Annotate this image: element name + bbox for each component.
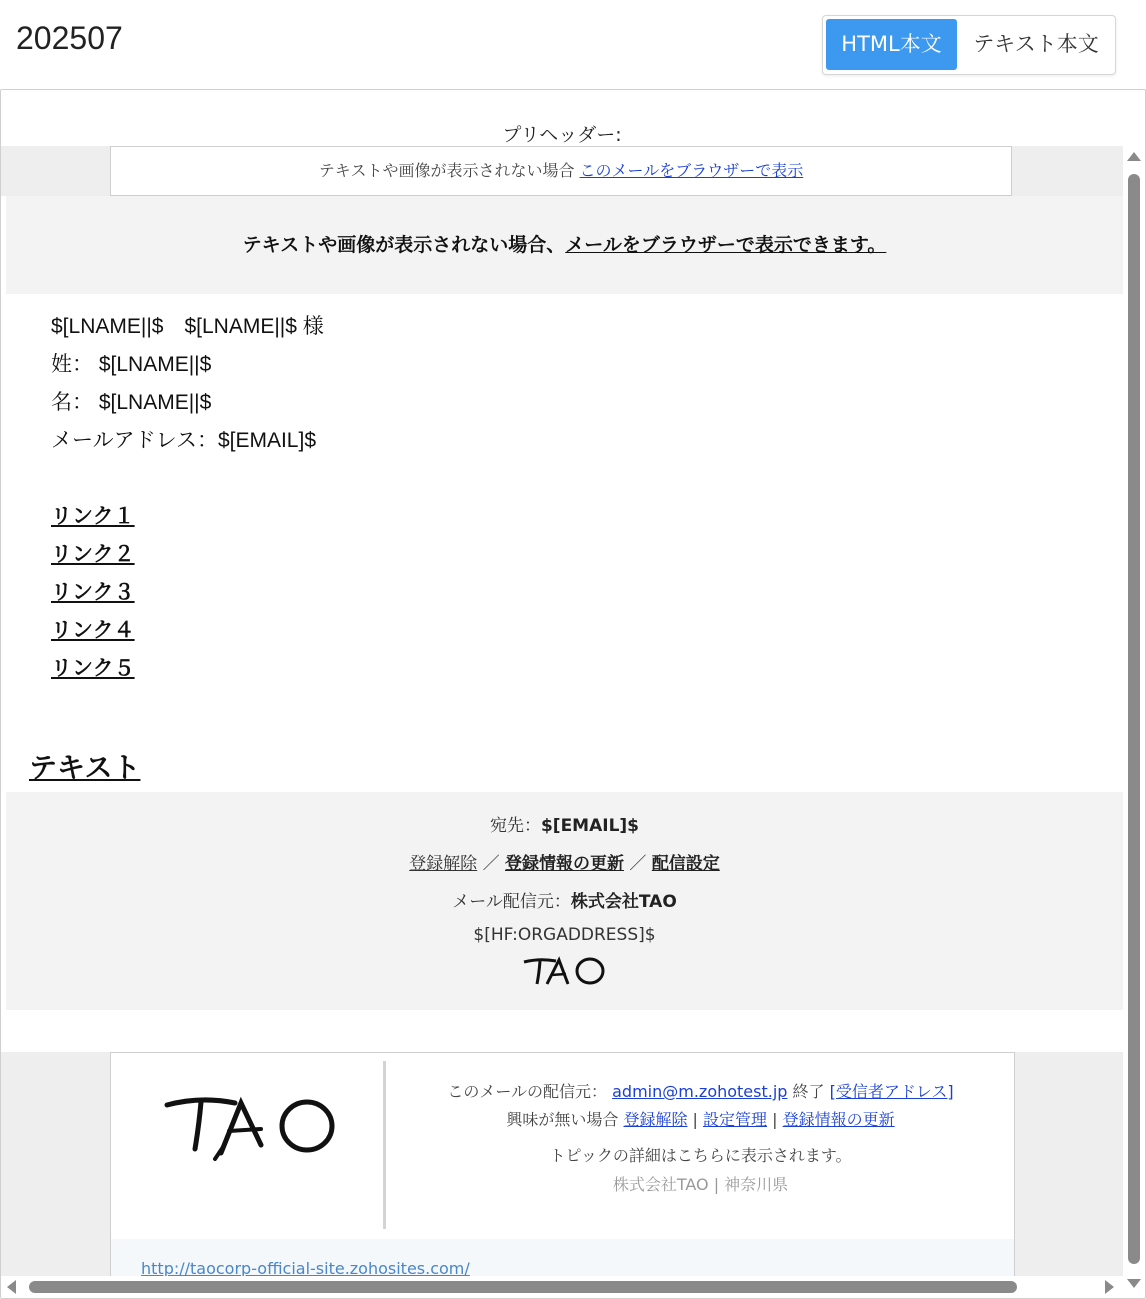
sender-info-card [110, 1052, 1015, 1276]
recipient-address-link[interactable]: [受信者アドレス] [829, 1082, 954, 1101]
sender-label: メール配信元： [452, 892, 571, 912]
separator: ／ [477, 854, 505, 874]
browser-banner [6, 196, 1123, 294]
site-url-row [111, 1239, 1014, 1276]
tao-logo [111, 1053, 383, 1229]
scroll-down-arrow-icon[interactable] [1127, 1279, 1141, 1288]
tao-logo-large [111, 1053, 383, 1229]
email-address-field: メールアドレス：$[EMAIL]$ [51, 429, 316, 452]
scroll-left-arrow-icon[interactable] [7, 1280, 16, 1294]
email-main-content [6, 294, 1123, 792]
body-format-toggle [822, 15, 1116, 75]
sender-line [6, 887, 1123, 912]
tao-logo-small [520, 952, 610, 992]
topic-details: トピックの詳細はこちらに表示されます。 [549, 1146, 852, 1165]
recipient-label: 宛先： [489, 816, 541, 836]
opt-out-line [387, 1107, 1014, 1130]
link-5[interactable]: リンク５ [51, 656, 135, 680]
link-4[interactable]: リンク４ [51, 618, 135, 642]
view-in-browser-link[interactable]: このメールをブラウザーで表示 [579, 161, 804, 180]
tab-html-body[interactable]: HTML本文 [826, 19, 957, 70]
greeting: $[LNAME||$ $[LNAME||$ 様 [51, 315, 324, 338]
separator: ／ [624, 854, 652, 874]
last-name-field: 姓： $[LNAME||$ [51, 353, 212, 376]
unsubscribe-link[interactable]: 登録解除 [409, 854, 478, 874]
browser-banner-link[interactable]: メールをブラウザーで表示できます。 [565, 234, 887, 256]
delivered-from-line [387, 1079, 1014, 1102]
company-address: 株式会社TAO | 神奈川県 [612, 1175, 789, 1194]
horizontal-scroll-thumb[interactable] [29, 1281, 1017, 1293]
update-info-link[interactable]: 登録情報の更新 [505, 854, 624, 874]
recipient-line [6, 811, 1123, 836]
tab-text-body[interactable]: テキスト本文 [973, 32, 1099, 56]
horizontal-scrollbar[interactable] [1, 1276, 1123, 1298]
recipient-value: $[EMAIL]$ [540, 816, 640, 836]
vertical-divider [383, 1061, 386, 1229]
subscription-links [6, 849, 1123, 874]
no-interest-label: 興味が無い場合 [506, 1110, 624, 1129]
view-in-browser-text: テキストや画像が表示されない場合 [318, 161, 580, 180]
scroll-right-arrow-icon[interactable] [1105, 1280, 1114, 1294]
manage-settings-link[interactable]: 設定管理 [703, 1110, 768, 1129]
delivery-settings-link[interactable]: 配信設定 [651, 854, 720, 874]
sender-info [387, 1053, 1014, 1229]
page-title: 202507 [16, 20, 123, 56]
sender-value: 株式会社TAO [570, 892, 677, 912]
vertical-scrollbar[interactable] [1123, 148, 1145, 1276]
link-1[interactable]: リンク１ [51, 504, 135, 528]
browser-banner-text: テキストや画像が表示されない場合、 [242, 234, 566, 256]
footer-logo [6, 952, 1123, 997]
text-heading[interactable]: テキスト [29, 751, 141, 784]
link-3[interactable]: リンク３ [51, 580, 135, 604]
view-in-browser-bar [110, 146, 1012, 196]
first-name-field: 名： $[LNAME||$ [51, 391, 212, 414]
end-label: 終了 [787, 1082, 830, 1101]
spacer [6, 1010, 1123, 1052]
vertical-scroll-thumb[interactable] [1128, 174, 1140, 1264]
card-unsubscribe-link[interactable]: 登録解除 [623, 1110, 688, 1129]
email-preview-viewport [1, 90, 1123, 1276]
scroll-up-arrow-icon[interactable] [1127, 152, 1141, 161]
card-update-info-link[interactable]: 登録情報の更新 [782, 1110, 895, 1129]
site-url-link[interactable]: http://taocorp-official-site.zohosites.com/ [141, 1259, 470, 1276]
pipe-separator: | [767, 1110, 783, 1129]
pipe-separator: | [687, 1110, 704, 1129]
email-footer-block [6, 792, 1123, 1010]
link-2[interactable]: リンク２ [51, 542, 135, 566]
sender-email-link[interactable]: admin@m.zohotest.jp [612, 1082, 788, 1101]
delivered-from-label: このメールの配信元： [447, 1082, 613, 1101]
preheader-label: プリヘッダー: [502, 124, 622, 146]
email-preview-frame [0, 89, 1146, 1299]
org-address: $[HF:ORGADDRESS]$ [473, 925, 656, 945]
